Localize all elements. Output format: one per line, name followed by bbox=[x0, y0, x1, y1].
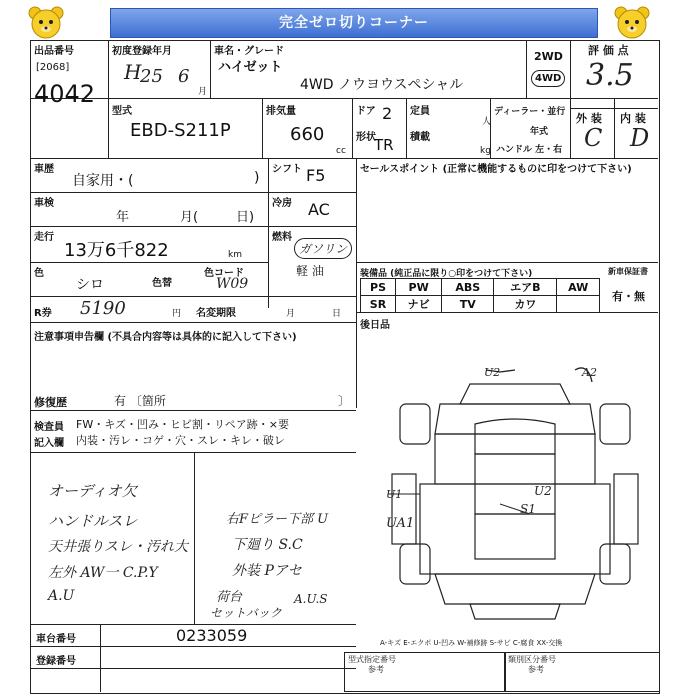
note-right-1: 右Fピラー下部 U bbox=[226, 512, 329, 527]
chassis-value: 0233059 bbox=[176, 626, 248, 645]
damage-legend: A-キズ E-エクボ U-凹み W-補修跡 S-サビ C-腐食 XX-交換 bbox=[380, 639, 563, 647]
equip-pw: PW bbox=[396, 279, 442, 296]
note-line-5: A.U bbox=[48, 588, 75, 604]
lot-sub: [2068] bbox=[36, 62, 70, 73]
note-line-1: オーディオ欠 bbox=[48, 482, 137, 500]
displacement-value: 660 bbox=[290, 124, 325, 145]
inspection-year: 年 bbox=[116, 210, 130, 225]
aircon-label: 冷房 bbox=[272, 198, 292, 209]
inspection-day: 日) bbox=[236, 210, 255, 225]
inspection-label: 車検 bbox=[34, 198, 54, 209]
interior-label: 内 装 bbox=[620, 112, 646, 125]
mileage-label: 走行 bbox=[34, 232, 54, 243]
color-change-label: 色替 bbox=[152, 278, 172, 289]
vehicle-damage-diagram bbox=[380, 364, 650, 624]
fuel-diesel: 軽 油 bbox=[296, 264, 324, 278]
diagram-mark-a2: A2 bbox=[582, 366, 597, 379]
new-warranty-value: 有・無 bbox=[612, 290, 645, 303]
drive-2wd-label: 2WD bbox=[534, 50, 563, 63]
note-right-6: A.U.S bbox=[294, 592, 328, 606]
shift-label: シフト bbox=[272, 164, 302, 175]
dealer-label: ディーラー・並行 bbox=[494, 107, 566, 117]
load-unit: kg bbox=[480, 146, 491, 156]
lot-number: 4042 bbox=[34, 80, 96, 108]
drive-4wd-selected: 4WD bbox=[531, 70, 565, 87]
doors-value: 2 bbox=[382, 104, 393, 123]
note-line-3: 天井張りスレ・汚れ大 bbox=[48, 539, 188, 555]
equip-navi: ナビ bbox=[396, 296, 442, 313]
recycle-value: 5190 bbox=[80, 298, 126, 319]
inspector-label-2: 記入欄 bbox=[34, 438, 64, 449]
designation-ref: 参考 bbox=[368, 665, 384, 674]
usage-close: ) bbox=[254, 170, 260, 186]
sales-label: セールスポイント (正常に機能するものに印をつけて下さい) bbox=[360, 164, 632, 175]
note-line-4: 左外 AW一 C.P.Y bbox=[48, 565, 158, 581]
shift-value: F5 bbox=[306, 166, 326, 185]
equip-airbag: エアB bbox=[494, 279, 557, 296]
lot-label: 出品番号 bbox=[34, 46, 74, 57]
classification-label: 類別区分番号 bbox=[508, 655, 556, 664]
car-grade: 4WD ノウヨウスペシャル bbox=[300, 77, 464, 93]
repair-close: 〕 bbox=[338, 394, 351, 408]
fuel-label: 燃料 bbox=[272, 232, 292, 243]
interior-score: D bbox=[630, 124, 650, 152]
score-label: 評 価 点 bbox=[588, 44, 629, 57]
doors-label: ドア bbox=[356, 106, 376, 117]
inspector-row-2: 内装・汚レ・コゲ・穴・スレ・キレ・破レ bbox=[76, 434, 285, 447]
score-value: 3.5 bbox=[586, 58, 634, 93]
usage-value: 自家用・( bbox=[72, 173, 134, 189]
name-change-day: 日 bbox=[332, 309, 342, 319]
model-value: EBD-S211P bbox=[130, 120, 231, 141]
equip-ps: PS bbox=[361, 279, 396, 296]
car-label: 車名・グレード bbox=[214, 46, 284, 57]
equip-tv: TV bbox=[442, 296, 494, 313]
mileage-unit: km bbox=[228, 250, 242, 260]
note-right-2: 下廻り S.C bbox=[232, 537, 303, 553]
usage-label: 車歴 bbox=[34, 164, 54, 175]
new-warranty-label: 新車保証書 bbox=[608, 267, 648, 276]
banner-title: 完全ゼロ切りコーナー bbox=[110, 8, 598, 38]
equipment-grid bbox=[360, 278, 600, 313]
registration-month: 6 bbox=[178, 66, 190, 87]
note-right-4: 荷台 bbox=[216, 590, 243, 605]
bear-mascot-left-icon bbox=[26, 4, 66, 40]
diagram-mark-u1: U1 bbox=[386, 488, 403, 501]
fuel-value: ガソリン bbox=[294, 238, 352, 259]
repair-label: 修復歴 bbox=[34, 396, 67, 409]
equip-leather: カワ bbox=[494, 296, 557, 313]
recycle-unit: 円 bbox=[172, 309, 182, 319]
inspection-month: 月( bbox=[180, 210, 199, 225]
diagram-mark-s1: S1 bbox=[520, 502, 536, 516]
plate-label: 登録番号 bbox=[36, 656, 76, 667]
diagram-mark-ua1: UA1 bbox=[386, 516, 415, 531]
repair-value: 有 〔箇所 bbox=[114, 394, 166, 408]
note-right-3: 外装 Pアセ bbox=[232, 563, 302, 579]
rear-seat-label: 後日品 bbox=[360, 320, 390, 331]
capacity-label: 定員 bbox=[410, 106, 430, 117]
notes-label: 注意事項申告欄 (不具合内容等は具体的に記入して下さい) bbox=[34, 332, 297, 343]
equip-abs: ABS bbox=[442, 279, 494, 296]
load-label: 積載 bbox=[410, 132, 430, 143]
shape-label: 形状 bbox=[356, 132, 376, 143]
registration-month-unit: 月 bbox=[198, 87, 208, 97]
model-label: 型式 bbox=[112, 106, 132, 117]
inspector-row-1: FW・キズ・凹み・ヒビ割・リペア跡・×要 bbox=[76, 418, 289, 431]
name-change-label: 名変期限 bbox=[196, 308, 236, 319]
diagram-mark-u2-top: U2 bbox=[484, 366, 501, 379]
capacity-unit: 人 bbox=[482, 117, 492, 127]
equipment-label: 装備品 (純正品に限り○印をつけて下さい) bbox=[360, 269, 533, 279]
exterior-score: C bbox=[584, 124, 603, 152]
registration-era: H bbox=[124, 60, 142, 84]
color-label: 色 bbox=[34, 268, 44, 279]
equip-aw: AW bbox=[557, 279, 600, 296]
designation-label: 型式指定番号 bbox=[348, 655, 396, 664]
chassis-label: 車台番号 bbox=[36, 634, 76, 645]
displacement-label: 排気量 bbox=[266, 106, 296, 117]
note-line-2: ハンドルスレ bbox=[48, 512, 138, 530]
year-label: 年式 bbox=[530, 127, 549, 137]
bear-mascot-right-icon bbox=[612, 4, 652, 40]
color-value: シロ bbox=[76, 277, 104, 293]
registration-label: 初度登録年月 bbox=[112, 46, 172, 57]
note-right-5: セットバック bbox=[210, 606, 282, 620]
color-code-label: 色コード bbox=[204, 268, 244, 279]
equip-sr: SR bbox=[361, 296, 396, 313]
handle-label: ハンドル 左・右 bbox=[496, 145, 563, 155]
recycle-label: R券 bbox=[34, 308, 52, 319]
shape-value: TR bbox=[374, 136, 394, 154]
car-name: ハイゼット bbox=[218, 60, 283, 75]
name-change-month: 月 bbox=[286, 309, 296, 319]
color-code: W09 bbox=[216, 276, 249, 292]
classification-ref: 参考 bbox=[528, 665, 544, 674]
diagram-mark-u2-center: U2 bbox=[534, 484, 552, 498]
mileage-value: 13万6千822 bbox=[64, 240, 169, 261]
inspector-label-1: 検査員 bbox=[34, 422, 64, 433]
registration-year: 25 bbox=[140, 66, 163, 87]
aircon-value: AC bbox=[308, 200, 330, 219]
exterior-label: 外 装 bbox=[576, 112, 602, 125]
displacement-unit: cc bbox=[336, 146, 346, 156]
